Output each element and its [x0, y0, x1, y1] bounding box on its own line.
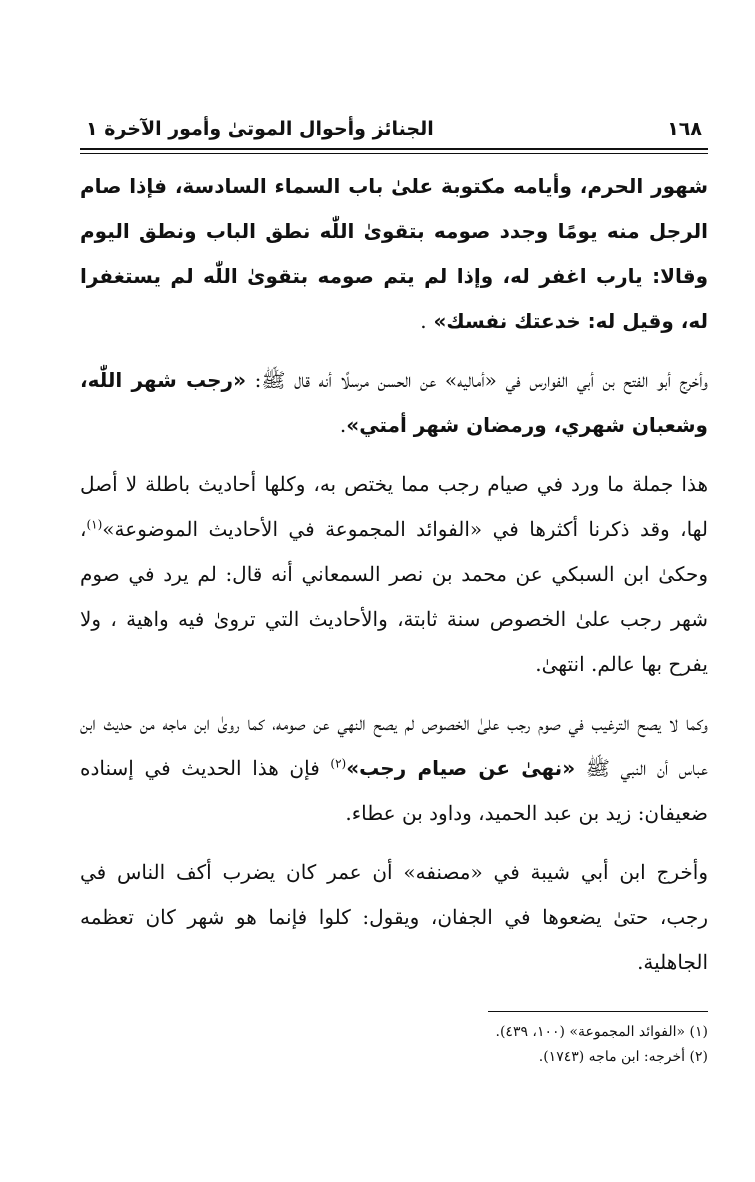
page-body	[80, 164, 708, 1070]
text-run: فإن هذا الحديث في إسناده ضعيفان: زيد بن عبد الحميد، وداود بن عطاء.	[80, 756, 708, 825]
page-number: ١٦٨	[667, 118, 702, 140]
footnote-ref-2[interactable]: (٢)	[330, 756, 347, 771]
running-title: الجنائز وأحوال الموتىٰ وأمور الآخرة ١	[86, 118, 434, 140]
header-rule	[80, 148, 708, 154]
footnote-ref-1[interactable]: (١)	[86, 517, 103, 532]
hadith-text: «رجب شهر اللّٰه، وشعبان شهري، ورمضان شهر أمتي»	[80, 368, 708, 437]
footnote-1: (١) «الفوائد المجموعة» (١٠٠، ٤٣٩).	[495, 1024, 708, 1040]
paragraph-2	[80, 358, 708, 448]
book-page	[80, 100, 708, 1070]
paragraph-5	[80, 850, 708, 985]
paragraph-3	[80, 462, 708, 687]
hadith-text: شهور الحرم، وأيامه مكتوبة علىٰ باب السماء السادسة، فإذا صام الرجل منه يومًا وجدد صومه بتقوىٰ اللّٰه نطق الباب ونطق اليوم وقالا: يارب اغفر له، وإذا لم يتم صومه بتقوىٰ اللّٰه لم يستغفرا له، وقيل له: خدعتك نفسك»	[80, 174, 708, 333]
hadith-text: «نهىٰ عن صيام رجب»	[346, 756, 576, 780]
paragraph-1	[80, 164, 708, 344]
footnote-separator	[488, 1011, 708, 1012]
text-run: وأخرج أبو الفتح بن أبي الفوارس في «أماليه» عن الحسن مرسلًا أنه قال ﷺ:	[246, 368, 708, 392]
page-header	[80, 100, 708, 146]
text-run: .	[339, 413, 347, 437]
text-run: وكما لا يصح الترغيب في صوم رجب علىٰ الخصوص لم يصح النهي عن صومه، كما روىٰ ابن ماجه من حديث ابن عباس أن النبي ﷺ	[80, 711, 709, 780]
text-run: هذا جملة ما ورد في صيام رجب مما يختص به، وكلها أحاديث باطلة لا أصل لها، وقد ذكرنا أكثرها في «الفوائد المجموعة في الأحاديث الموضوعة»	[80, 472, 708, 541]
footnote-2: (٢) أخرجه: ابن ماجه (١٧٤٣).	[538, 1049, 708, 1065]
text-run: وأخرج ابن أبي شيبة في «مصنفه» أن عمر كان يضرب أكف الناس في رجب، حتىٰ يضعوها في الجفان، ويقول: كلوا فإنما هو شهر كان تعظمه الجاهلية.	[80, 860, 708, 974]
text-run: .	[420, 309, 427, 333]
text-run: ، وحكىٰ ابن السبكي عن محمد بن نصر السمعاني أنه قال: لم يرد في صوم شهر رجب علىٰ الخصوص سنة ثابتة، والأحاديث التي تروىٰ فيه واهية ، ولا يفرح بها عالم. انتهىٰ.	[80, 517, 708, 676]
paragraph-4	[80, 701, 708, 836]
